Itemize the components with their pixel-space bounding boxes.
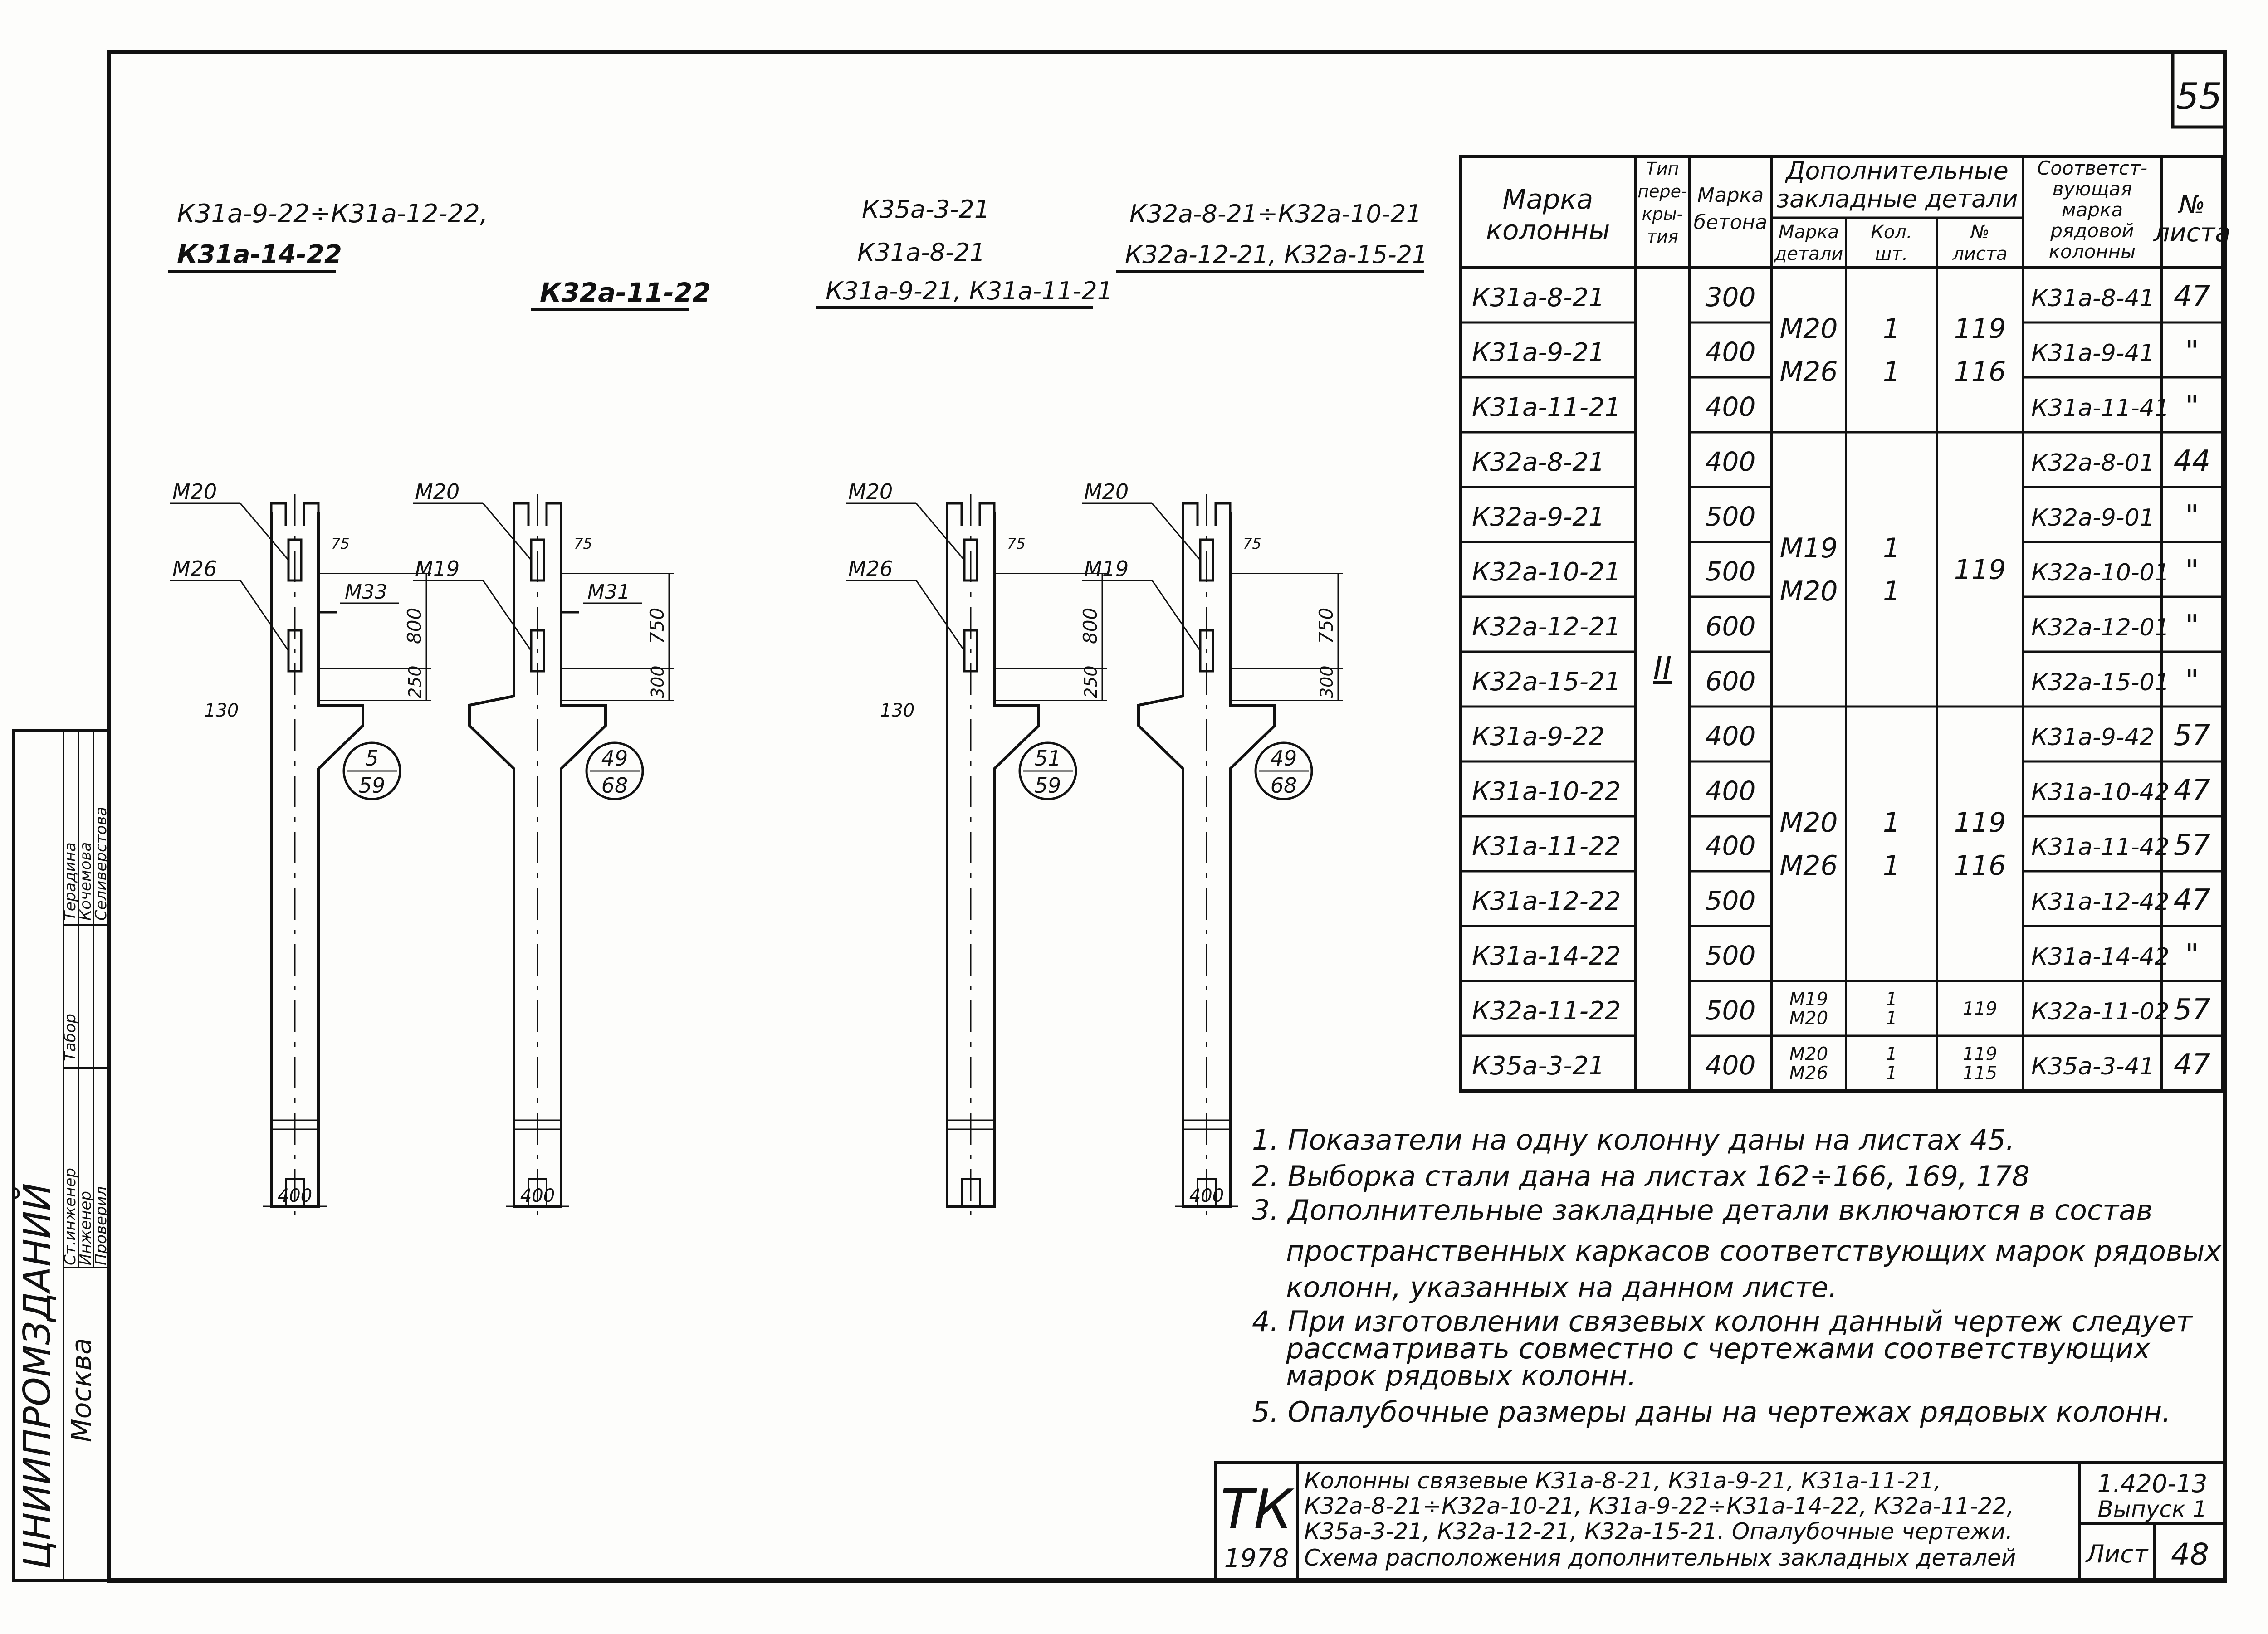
cell-corresponding: К31а-10-42 bbox=[2031, 779, 2170, 806]
note-line: 4. При изготовлении связевых колонн данный чертеж следует bbox=[1252, 1305, 2192, 1338]
leader-line bbox=[483, 580, 531, 651]
dimension-value: 130 bbox=[204, 700, 239, 721]
stamp-name: Терадина bbox=[61, 842, 79, 921]
column-drawing bbox=[1082, 479, 1343, 1224]
header-part-sheet: № bbox=[1970, 222, 1989, 243]
bubble-top: 5 bbox=[365, 746, 379, 771]
notes bbox=[1252, 1123, 2222, 1429]
stamp-role: Проверил bbox=[92, 1186, 110, 1265]
cell-sheet: 47 bbox=[2173, 280, 2211, 313]
dimension-value: 400 bbox=[1189, 1185, 1224, 1206]
cell-concrete: 400 bbox=[1705, 721, 1756, 751]
dimension-value: 750 bbox=[1315, 607, 1337, 644]
group-heading: К31а-9-21, К31а-11-21 bbox=[826, 277, 1113, 305]
column-drawing bbox=[413, 479, 674, 1224]
cell-concrete: 300 bbox=[1705, 282, 1756, 312]
title-year: 1978 bbox=[1224, 1544, 1289, 1573]
note-line: 2. Выборка стали дана на листах 162÷166, 169, 178 bbox=[1252, 1160, 2030, 1193]
cell-corresponding: К32а-15-01 bbox=[2031, 669, 2170, 696]
cell-concrete: 500 bbox=[1705, 501, 1756, 532]
dimension-value: 75 bbox=[574, 535, 592, 552]
cell-sheet: " bbox=[2185, 335, 2199, 368]
sheet-number: 55 bbox=[2176, 75, 2222, 117]
stamp-role: Инженер bbox=[77, 1191, 95, 1265]
bubble-bottom: 68 bbox=[1270, 773, 1297, 798]
embedded-part-label: М19 bbox=[415, 556, 460, 581]
cell-corresponding: К31а-11-42 bbox=[2031, 834, 2170, 861]
cell-qty: 1 bbox=[1882, 313, 1901, 345]
embedded-part-label: М20 bbox=[172, 479, 217, 504]
header-cover-type: кры- bbox=[1642, 204, 1683, 224]
cell-part-sheet: 116 bbox=[1954, 850, 2006, 882]
cell-concrete: 400 bbox=[1705, 776, 1756, 806]
note-line: марок рядовых колонн. bbox=[1286, 1359, 1637, 1392]
column-drawing bbox=[170, 479, 431, 1224]
cell-sheet: " bbox=[2185, 499, 2199, 533]
stamp-signature: Табор bbox=[61, 1014, 79, 1061]
dimension-value: 130 bbox=[880, 700, 915, 721]
bubble-bottom: 59 bbox=[1034, 773, 1061, 798]
group-heading: К32а-12-21, К32а-15-21 bbox=[1125, 240, 1428, 269]
cell-part-sheet: 119 bbox=[1954, 313, 2006, 345]
bubble-bottom: 59 bbox=[358, 773, 386, 798]
dimension-value: 800 bbox=[1079, 607, 1101, 644]
header-cover-type: пере- bbox=[1637, 181, 1687, 201]
stamp-name: Селиверстова bbox=[92, 806, 110, 921]
cell-sheet: 47 bbox=[2173, 883, 2211, 917]
cell-sheet: " bbox=[2185, 938, 2199, 972]
leader-line bbox=[240, 503, 288, 560]
cell-concrete: 500 bbox=[1705, 556, 1756, 587]
cell-concrete: 500 bbox=[1705, 940, 1756, 971]
cell-qty: 1 bbox=[1886, 989, 1897, 1010]
cell-part-mark: М20 bbox=[1789, 1044, 1828, 1065]
cell-mark: К31а-11-22 bbox=[1472, 832, 1621, 861]
cell-sheet: 47 bbox=[2173, 1048, 2211, 1082]
dimension-value: 400 bbox=[520, 1185, 555, 1206]
group-heading: К35а-3-21 bbox=[862, 195, 990, 224]
cell-corresponding: К31а-9-41 bbox=[2031, 340, 2155, 367]
cell-sheet: 57 bbox=[2173, 829, 2211, 862]
dimension-value: 75 bbox=[1243, 535, 1261, 552]
cell-concrete: 500 bbox=[1705, 885, 1756, 916]
group-headings bbox=[168, 195, 1427, 309]
cell-part-mark: М20 bbox=[1779, 576, 1838, 607]
cell-part-mark: М20 bbox=[1789, 1008, 1828, 1029]
cell-sheet: 47 bbox=[2173, 774, 2211, 807]
dimension-value: 75 bbox=[331, 535, 350, 552]
note-line: 1. Показатели на одну колонну даны на листах 45. bbox=[1252, 1123, 2015, 1156]
bubble-top: 49 bbox=[1270, 746, 1297, 771]
header-corresponding: рядовой bbox=[2050, 219, 2134, 242]
column-outline bbox=[947, 512, 1039, 1206]
header-part-mark: Марка bbox=[1778, 222, 1839, 243]
cell-part-sheet: 119 bbox=[1962, 998, 1998, 1019]
bubble-top: 51 bbox=[1034, 746, 1061, 771]
cell-sheet: " bbox=[2185, 390, 2199, 423]
group-heading: К31а-9-22÷К31а-12-22, bbox=[177, 199, 488, 229]
dimension-value: 800 bbox=[403, 607, 425, 644]
cell-concrete: 400 bbox=[1705, 1050, 1756, 1081]
cell-sheet: 44 bbox=[2173, 444, 2211, 478]
group-heading: К31а-8-21 bbox=[857, 238, 986, 267]
cell-corresponding: К32а-8-01 bbox=[2031, 449, 2155, 477]
cell-concrete: 400 bbox=[1705, 446, 1756, 477]
cell-mark: К32а-10-21 bbox=[1472, 557, 1621, 587]
header-corresponding: колонны bbox=[2048, 240, 2136, 263]
header-concrete: Марка bbox=[1697, 184, 1764, 207]
header-part-mark: детали bbox=[1774, 244, 1843, 264]
sheet-label: Лист bbox=[2086, 1540, 2148, 1568]
series-code: 1.420-13 bbox=[2097, 1469, 2208, 1498]
cell-corresponding: К31а-9-42 bbox=[2031, 724, 2155, 751]
header-corresponding: Соответст- bbox=[2037, 157, 2147, 179]
cell-part-sheet: 119 bbox=[1954, 807, 2006, 839]
header-mark: колонны bbox=[1486, 215, 1610, 246]
embedded-part-label: М31 bbox=[587, 580, 630, 604]
cell-corresponding: К31а-12-42 bbox=[2031, 888, 2170, 916]
column-outline bbox=[271, 512, 363, 1206]
cell-part-sheet: 119 bbox=[1954, 554, 2006, 586]
header-qty: шт. bbox=[1875, 244, 1908, 264]
header-sheet: № bbox=[2179, 190, 2205, 219]
header-cover-type: тия bbox=[1647, 227, 1678, 247]
stamp-name: Кочемова bbox=[77, 842, 95, 921]
header-concrete: бетона bbox=[1693, 211, 1768, 234]
cell-sheet: 57 bbox=[2173, 719, 2211, 752]
note-line: 3. Дополнительные закладные детали включаются в состав bbox=[1252, 1194, 2153, 1227]
cell-part-mark: М20 bbox=[1779, 807, 1838, 839]
note-line: колонн, указанных на данном листе. bbox=[1286, 1271, 1838, 1304]
cell-corresponding: К31а-14-42 bbox=[2031, 943, 2170, 971]
cell-mark: К31а-11-21 bbox=[1472, 393, 1621, 422]
leader-line bbox=[1152, 503, 1200, 560]
note-line: 5. Опалубочные размеры даны на чертежах рядовых колонн. bbox=[1252, 1395, 2171, 1429]
cell-corresponding: К32а-12-01 bbox=[2031, 614, 2170, 641]
cell-concrete: 400 bbox=[1705, 830, 1756, 861]
embedded-part-label: М33 bbox=[345, 580, 387, 604]
cell-qty: 1 bbox=[1882, 850, 1901, 882]
dimension-value: 75 bbox=[1007, 535, 1026, 552]
header-additional-parts: закладные детали bbox=[1776, 185, 2018, 213]
dimension-value: 750 bbox=[646, 607, 668, 644]
cell-qty: 1 bbox=[1882, 356, 1901, 388]
header-mark: Марка bbox=[1502, 184, 1593, 215]
cell-concrete: 400 bbox=[1705, 337, 1756, 367]
cell-sheet: " bbox=[2185, 554, 2199, 588]
cell-qty: 1 bbox=[1882, 807, 1901, 839]
cell-part-mark: М19 bbox=[1789, 989, 1828, 1010]
embedded-part-label: М20 bbox=[415, 479, 460, 504]
cell-part-mark: М26 bbox=[1789, 1063, 1828, 1084]
stamp-city: Москва bbox=[66, 1338, 98, 1442]
sheet-no: 48 bbox=[2171, 1537, 2209, 1572]
cell-concrete: 400 bbox=[1705, 391, 1756, 422]
header-corresponding: марка bbox=[2061, 199, 2123, 221]
dimension-value: 300 bbox=[648, 665, 668, 698]
header-part-sheet: листа bbox=[1952, 244, 2008, 264]
issue-label: Выпуск 1 bbox=[2097, 1496, 2207, 1522]
group-heading: К32а-8-21÷К32а-10-21 bbox=[1129, 200, 1422, 228]
cell-mark: К31а-9-22 bbox=[1472, 722, 1605, 751]
cell-concrete: 600 bbox=[1705, 666, 1756, 697]
header-corresponding: вующая bbox=[2052, 178, 2132, 200]
cell-mark: К31а-8-21 bbox=[1472, 283, 1605, 312]
cell-mark: К31а-12-22 bbox=[1472, 887, 1621, 916]
group-heading: К31а-14-22 bbox=[177, 240, 342, 269]
cell-part-sheet: 119 bbox=[1962, 1044, 1998, 1065]
bubble-bottom: 68 bbox=[601, 773, 628, 798]
cell-corresponding: К31а-11-41 bbox=[2031, 395, 2170, 422]
header-cover-type: Тип bbox=[1646, 159, 1679, 179]
title-code: ТК bbox=[1220, 1478, 1293, 1541]
cell-mark: К32а-8-21 bbox=[1472, 448, 1605, 477]
leader-line bbox=[483, 503, 531, 560]
left-stamp bbox=[14, 730, 110, 1580]
header-sheet: листа bbox=[2153, 218, 2231, 248]
stamp-org: ЦНИИПРОМЗДАНИЙ bbox=[16, 1183, 59, 1569]
cell-cover-type: II bbox=[1653, 649, 1672, 687]
cell-sheet: " bbox=[2185, 609, 2199, 643]
cell-mark: К31а-10-22 bbox=[1472, 777, 1621, 806]
embedded-part-label: М20 bbox=[1084, 479, 1129, 504]
cell-part-sheet: 115 bbox=[1962, 1063, 1998, 1084]
column-schedule-table bbox=[1461, 156, 2230, 1091]
stamp-role: Ст.инженер bbox=[61, 1168, 79, 1265]
note-line: рассматривать совместно с чертежами соответствующих bbox=[1286, 1332, 2151, 1365]
cell-mark: К32а-15-21 bbox=[1472, 667, 1621, 697]
header-additional-parts: Дополнительные bbox=[1786, 156, 2009, 185]
title-line: Колонны связевые К31а-8-21, К31а-9-21, К31а-11-21, bbox=[1304, 1468, 1941, 1494]
cell-part-mark: М26 bbox=[1779, 356, 1838, 388]
cell-concrete: 600 bbox=[1705, 611, 1756, 642]
header-qty: Кол. bbox=[1871, 222, 1912, 243]
column-drawing bbox=[846, 479, 1107, 1224]
cell-part-mark: М26 bbox=[1779, 850, 1838, 882]
title-block bbox=[1216, 1463, 2225, 1580]
cell-mark: К35а-3-21 bbox=[1472, 1051, 1605, 1081]
cell-qty: 1 bbox=[1886, 1044, 1897, 1065]
cell-corresponding: К32а-11-02 bbox=[2031, 998, 2170, 1025]
cell-qty: 1 bbox=[1886, 1008, 1897, 1029]
cell-qty: 1 bbox=[1882, 532, 1901, 564]
leader-line bbox=[916, 503, 964, 560]
cell-mark: К31а-9-21 bbox=[1472, 338, 1605, 367]
title-line: К32а-8-21÷К32а-10-21, К31а-9-22÷К31а-14-22, К32а-11-22, bbox=[1304, 1493, 2014, 1519]
dimension-value: 300 bbox=[1317, 665, 1337, 698]
cell-qty: 1 bbox=[1886, 1063, 1897, 1084]
cell-part-mark: М20 bbox=[1779, 313, 1838, 345]
dimension-value: 250 bbox=[405, 665, 425, 698]
cell-sheet: 57 bbox=[2173, 993, 2211, 1027]
group-heading: К32а-11-22 bbox=[540, 277, 711, 308]
cell-mark: К31а-14-22 bbox=[1472, 941, 1621, 971]
embedded-part-label: М19 bbox=[1084, 556, 1129, 581]
cell-part-mark: М19 bbox=[1779, 532, 1838, 564]
note-line: пространственных каркасов соответствующих марок рядовых bbox=[1286, 1234, 2222, 1268]
cell-corresponding: К35а-3-41 bbox=[2031, 1053, 2155, 1080]
title-line: Схема расположения дополнительных закладных деталей bbox=[1304, 1545, 2016, 1571]
cell-qty: 1 bbox=[1882, 576, 1901, 607]
cell-corresponding: К32а-10-01 bbox=[2031, 559, 2170, 586]
embedded-part-label: М26 bbox=[172, 556, 217, 581]
cell-corresponding: К31а-8-41 bbox=[2031, 285, 2155, 312]
dimension-value: 400 bbox=[277, 1185, 313, 1206]
bubble-top: 49 bbox=[601, 746, 628, 771]
leader-line bbox=[1152, 580, 1200, 651]
cell-mark: К32а-9-21 bbox=[1472, 502, 1605, 532]
cell-concrete: 500 bbox=[1705, 995, 1756, 1026]
dimension-value: 250 bbox=[1081, 665, 1101, 698]
cell-mark: К32а-11-22 bbox=[1472, 996, 1621, 1026]
leader-line bbox=[916, 580, 964, 651]
cell-mark: К32а-12-21 bbox=[1472, 612, 1621, 642]
cell-sheet: " bbox=[2185, 664, 2199, 697]
cell-corresponding: К32а-9-01 bbox=[2031, 504, 2155, 532]
column-drawings bbox=[170, 479, 1343, 1224]
leader-line bbox=[240, 580, 288, 651]
embedded-part-label: М20 bbox=[848, 479, 893, 504]
cell-part-sheet: 116 bbox=[1954, 356, 2006, 388]
title-line: К35а-3-21, К32а-12-21, К32а-15-21. Опалубочные чертежи. bbox=[1304, 1518, 2013, 1545]
embedded-part-label: М26 bbox=[848, 556, 893, 581]
